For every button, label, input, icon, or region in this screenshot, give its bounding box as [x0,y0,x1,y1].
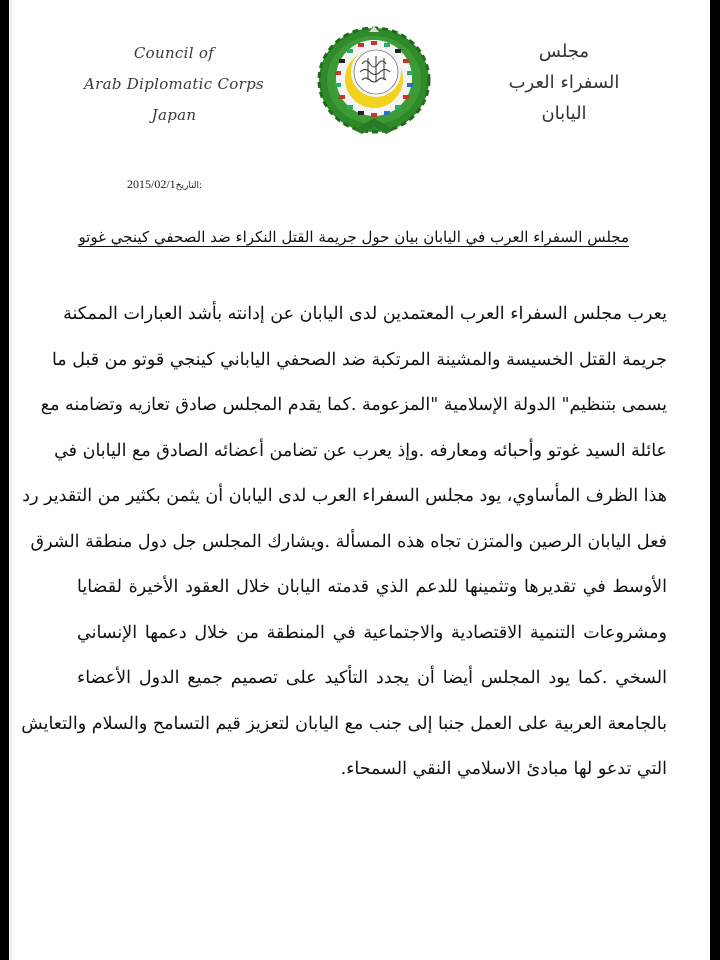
body-line: ومشروعات التنمية الاقتصادية والاجتماعية في المنطقة من خلال دعمها الإنساني [77,622,667,643]
body-line: يعرب مجلس السفراء العرب المعتمدين لدى اليابان عن إدانته بأشد العبارات الممكنة [63,304,667,324]
body-line: الأوسط في تقديرها وتثمينها للدعم الذي قدمته اليابان خلال العقود الأخيرة لقضايا [77,577,667,597]
arabic-header-line-3: اليابان [541,103,587,124]
english-header-line-2: Arab Diplomatic Corps [83,75,264,93]
body-line: عائلة السيد غوتو وأحبائه ومعارفه .وإذ يعرب عن تضامن أعضائه الصادق مع اليابان في [54,440,667,461]
arabic-header-line-2: السفراء العرب [508,72,620,93]
statement-title-text: مجلس السفراء العرب في اليابان بيان حول جريمة القتل النكراء ضد الصحفي كينجي غوتو [78,228,629,246]
english-header-line-3: Japan [151,106,197,124]
arab-league-emblem-icon [314,22,434,142]
document-date [127,177,202,192]
body-line: يسمى بتنظيم" الدولة الإسلامية "المزعومة .كما يقدم المجلس صادق تعازيه وتضامنه مع [40,395,667,415]
statement-body [21,294,667,795]
body-line: بالجامعة العربية على العمل جنبا إلى جنب مع اليابان لتعزيز قيم التسامح والسلام والتعايش [21,713,667,734]
english-header-line-1: Council of [133,44,215,62]
arabic-header [499,36,629,129]
body-line: التي تدعو لها مبادئ الاسلامي النقي السمحاء. [340,759,667,779]
body-line: هذا الظرف المأساوي، يود مجلس السفراء العرب لدى اليابان أن يثمن بكثير من التقدير رد [22,486,667,506]
statement-title [78,228,629,246]
date-label: التاريخ: [175,181,203,191]
arabic-header-line-1: مجلس [538,41,590,62]
date-value: 2015/02/1 [127,177,176,191]
english-header [64,38,284,131]
body-line: السخي .كما يود المجلس أيضا أن يجدد التأكيد على تصميم جميع الدول الأعضاء [77,668,667,688]
body-line: جريمة القتل الخسيسة والمشينة المرتكبة ضد الصحفي الياباني كينجي قوتو من قبل ما [51,349,667,370]
body-line: فعل اليابان الرصين والمتزن تجاه هذه المسألة .ويشارك المجلس جل دول منطقة الشرق [30,531,667,552]
letterhead-page [9,0,710,960]
